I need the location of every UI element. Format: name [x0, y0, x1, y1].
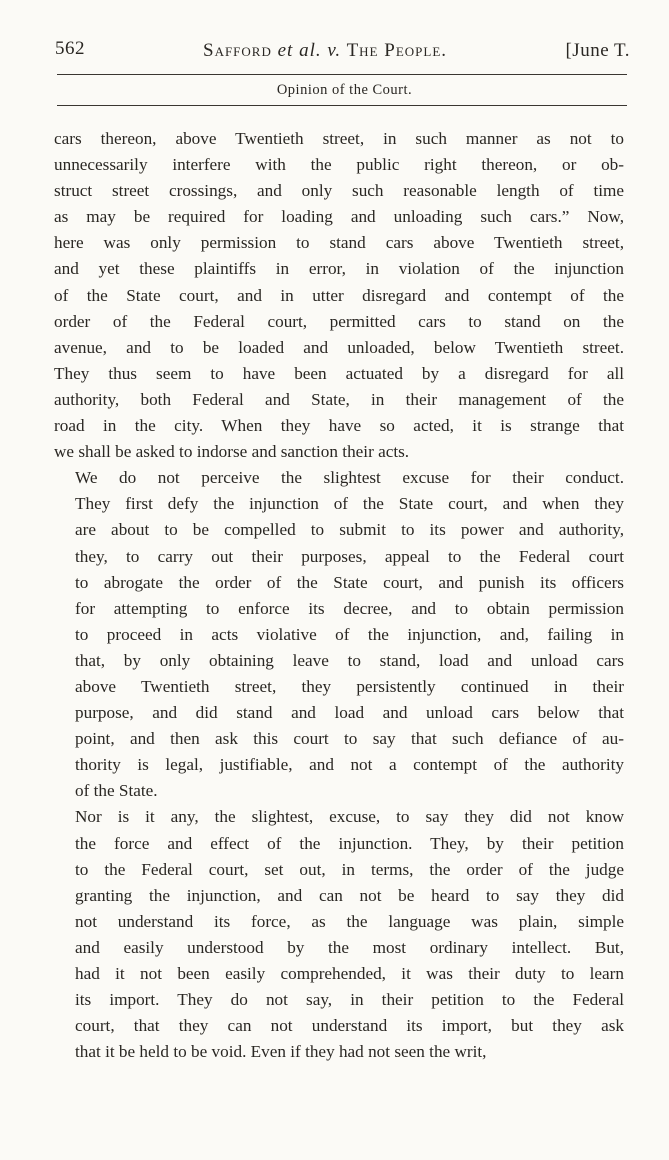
text-line: road in the city. When they have so acted, it is strange that: [54, 416, 624, 436]
text-line: of the State.: [75, 781, 158, 801]
text-line: They first defy the injunction of the State court, and when they: [75, 494, 624, 514]
case-title-part1: Safford: [203, 40, 272, 61]
text-line: and yet these plaintiffs in error, in violation of the injunction: [54, 259, 624, 279]
term-label: [June T.: [565, 40, 630, 61]
text-line: not understand its force, as the language was plain, simple: [75, 911, 624, 931]
text-line: unnecessarily interfere with the public right thereon, or ob-: [54, 155, 624, 175]
text-line: we shall be asked to indorse and sanction their acts.: [54, 442, 410, 462]
text-line: point, and then ask this court to say that such defiance of au-: [75, 729, 624, 749]
paragraph-1: [54, 126, 624, 465]
text-line: for attempting to enforce its decree, and to obtain permission: [75, 598, 624, 618]
text-line: to abrogate the order of the State court, and punish its officers: [75, 572, 624, 592]
case-title-part2: The People.: [346, 40, 448, 61]
text-line: authority, both Federal and State, in their management of the: [54, 389, 624, 409]
header-rule-top: [57, 74, 627, 75]
text-line: struct street crossings, and only such reasonable length of time: [54, 181, 624, 201]
text-line: court, that they can not understand its import, but they ask: [75, 1016, 624, 1036]
text-line: We do not perceive the slightest excuse for their conduct.: [75, 468, 624, 488]
paragraph-3: [54, 804, 624, 1065]
subhead: Opinion of the Court.: [276, 82, 413, 98]
text-line: here was only permission to stand cars above Twentieth street,: [54, 233, 624, 253]
text-line: had it not been easily comprehended, it was their duty to learn: [75, 964, 624, 983]
paragraph-2: [54, 465, 624, 804]
text-line: granting the injunction, and can not be heard to say they did: [75, 885, 624, 905]
text-line: to proceed in acts violative of the injunction, and, failing in: [75, 624, 624, 644]
text-line: and easily understood by the most ordinary intellect. But,: [75, 937, 624, 957]
text-line: of the State court, and in utter disregard and contempt of the: [54, 285, 624, 305]
page-number: 562: [55, 38, 85, 59]
case-title: [203, 40, 447, 62]
text-line: they, to carry out their purposes, appeal to the Federal court: [75, 546, 624, 566]
text-line: avenue, and to be loaded and unloaded, below Twentieth street.: [54, 337, 624, 357]
text-line: as may be required for loading and unloading such cars.” Now,: [54, 207, 624, 227]
text-line: its import. They do not say, in their petition to the Federal: [75, 990, 624, 1010]
text-line: thority is legal, justifiable, and not a contempt of the authority: [75, 755, 624, 775]
text-line: They thus seem to have been actuated by a disregard for all: [54, 363, 624, 383]
text-line: the force and effect of the injunction. They, by their petition: [75, 833, 624, 853]
header-rule-bottom: [57, 105, 627, 106]
text-line: that it be held to be void. Even if they had not seen the writ,: [75, 1042, 487, 1062]
text-line: Nor is it any, the slightest, excuse, to say they did not know: [75, 807, 624, 827]
text-line: to the Federal court, set out, in terms, the order of the judge: [75, 859, 624, 879]
body-text: [54, 126, 624, 1065]
text-line: above Twentieth street, they persistently continued in their: [75, 676, 624, 696]
text-line: purpose, and did stand and load and unload cars below that: [75, 703, 624, 723]
text-line: are about to be compelled to submit to its power and authority,: [75, 520, 624, 540]
case-title-etal: et al. v.: [277, 40, 342, 61]
running-head: [55, 38, 630, 68]
text-line: that, by only obtaining leave to stand, load and unload cars: [75, 650, 624, 670]
text-line: order of the Federal court, permitted cars to stand on the: [54, 311, 624, 331]
text-line: cars thereon, above Twentieth street, in such manner as not to: [54, 129, 624, 148]
